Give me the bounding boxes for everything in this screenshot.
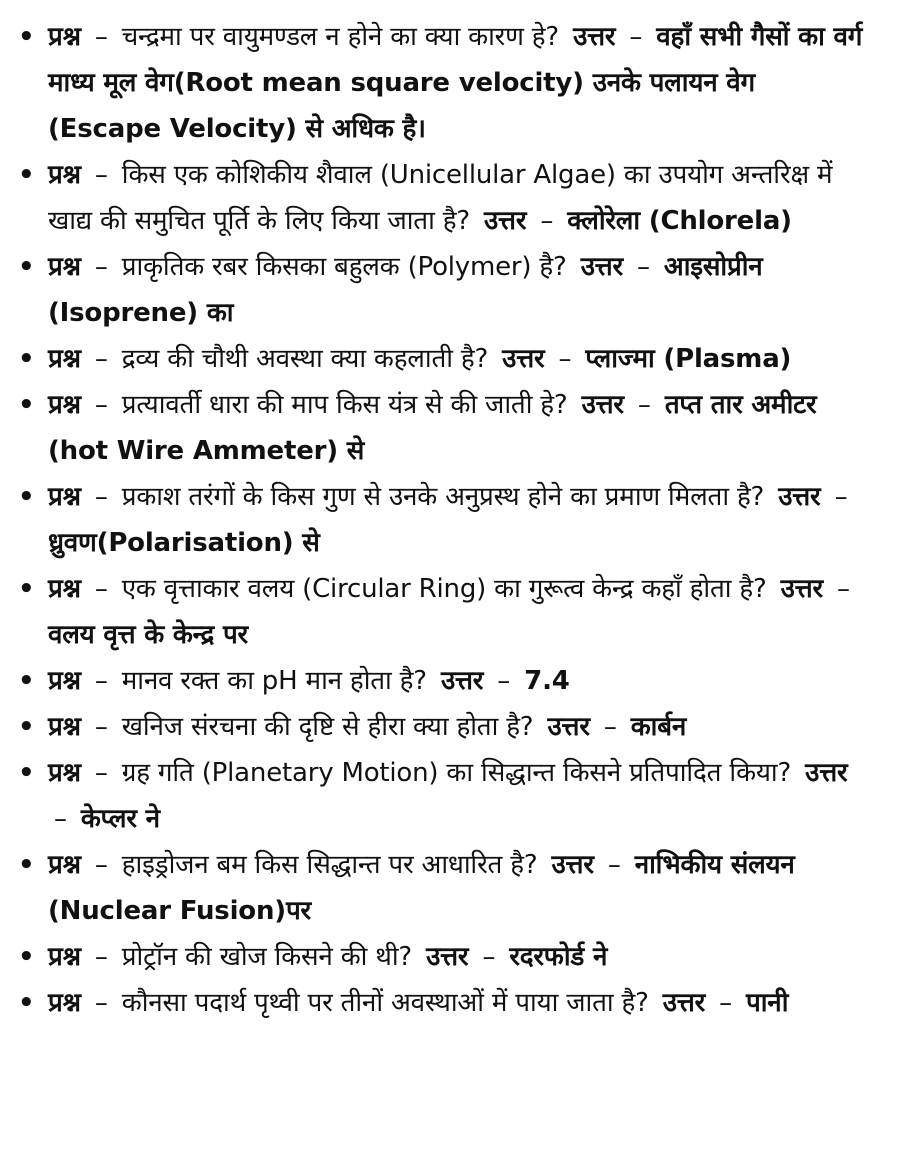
answer-label: उत्तर xyxy=(581,390,624,420)
question-dash: – xyxy=(94,758,108,788)
question-label: प्रश्न xyxy=(48,942,81,972)
question-text: प्रत्यावर्ती धारा की माप किस यंत्र से की जाती हे? xyxy=(121,390,568,420)
question-label: प्रश्न xyxy=(48,758,81,788)
answer-text: तप्त तार अमीटर (hot Wire Ammeter) से xyxy=(48,390,817,466)
answer-text: प्लाज्मा (Plasma) xyxy=(585,344,792,374)
question-dash: – xyxy=(94,482,108,512)
question-text: ग्रह गति (Planetary Motion) का सिद्धान्त किसने प्रतिपादित किया? xyxy=(121,758,792,788)
question-label: प्रश्न xyxy=(48,160,81,190)
bullet: • xyxy=(18,252,35,282)
question-label: प्रश्न xyxy=(48,850,81,880)
answer-text: ध्रुवण(Polarisation) से xyxy=(48,528,320,558)
answer-label: उत्तर xyxy=(484,206,527,236)
answer-label: उत्तर xyxy=(780,574,823,604)
question-dash: – xyxy=(94,252,108,282)
question-dash: – xyxy=(94,574,108,604)
answer-text: 7.4 xyxy=(524,666,570,696)
qa-item xyxy=(18,14,874,152)
answer-label: उत्तर xyxy=(778,482,821,512)
bullet: • xyxy=(18,390,35,420)
qa-item xyxy=(18,382,874,474)
answer-dash: – xyxy=(54,804,67,834)
question-label: प्रश्न xyxy=(48,22,81,52)
answer-dash: – xyxy=(607,850,621,880)
answer-dash: – xyxy=(629,22,643,52)
question-text: किस एक कोशिकीय शैवाल (Unicellular Algae) का उपयोग अन्तरिक्ष में खाद्य की समुचित पूर्ति के लिए किया जाता है? xyxy=(48,160,833,236)
answer-text: केप्लर ने xyxy=(80,804,160,834)
qa-item xyxy=(18,152,874,244)
answer-label: उत्तर xyxy=(440,666,484,696)
answer-dash: – xyxy=(834,482,848,512)
question-label: प्रश्न xyxy=(48,390,81,420)
answer-label: उत्तर xyxy=(580,252,623,282)
question-label: प्रश्न xyxy=(48,482,81,512)
question-text: कौनसा पदार्थ पृथ्वी पर तीनों अवस्थाओं में पाया जाता है? xyxy=(121,988,649,1018)
answer-text: क्लोरेला (Chlorela) xyxy=(567,206,792,236)
question-text: चन्द्रमा पर वायुमण्डल न होने का क्या कारण हे? xyxy=(121,22,559,52)
answer-text: कार्बन xyxy=(630,712,687,742)
qa-item xyxy=(18,566,874,658)
answer-label: उत्तर xyxy=(551,850,594,880)
question-label: प्रश्न xyxy=(48,574,81,604)
bullet: • xyxy=(18,988,35,1018)
question-label: प्रश्न xyxy=(48,344,81,374)
question-label: प्रश्न xyxy=(48,712,81,742)
question-text: प्रकाश तरंगों के किस गुण से उनके अनुप्रस्थ होने का प्रमाण मिलता है? xyxy=(121,482,765,512)
qa-item xyxy=(18,842,874,934)
answer-label: उत्तर xyxy=(502,344,545,374)
question-label: प्रश्न xyxy=(48,666,81,696)
qa-item xyxy=(18,704,874,750)
answer-dash: – xyxy=(482,942,496,972)
bullet: • xyxy=(18,574,35,604)
bullet: • xyxy=(18,712,35,742)
question-dash: – xyxy=(94,712,108,742)
answer-dash: – xyxy=(540,206,554,236)
question-dash: – xyxy=(94,390,108,420)
answer-text: आइसोप्रीन (Isoprene) का xyxy=(48,252,763,328)
answer-dash: – xyxy=(719,988,732,1018)
answer-dash: – xyxy=(637,390,651,420)
bullet: • xyxy=(18,758,35,788)
question-text: द्रव्य की चौथी अवस्था क्या कहलाती है? xyxy=(121,344,489,374)
answer-dash: – xyxy=(603,712,617,742)
answer-label: उत्तर xyxy=(547,712,590,742)
answer-text: पानी xyxy=(746,988,789,1018)
answer-text: नाभिकीय संलयन (Nuclear Fusion)पर xyxy=(48,850,795,926)
bullet: • xyxy=(18,942,35,972)
question-dash: – xyxy=(94,666,108,696)
answer-dash: – xyxy=(497,666,511,696)
answer-label: उत्तर xyxy=(573,22,616,52)
answer-dash: – xyxy=(558,344,572,374)
bullet: • xyxy=(18,482,35,512)
qa-item xyxy=(18,750,874,842)
question-dash: – xyxy=(94,988,108,1018)
answer-label: उत्तर xyxy=(805,758,848,788)
answer-label: उत्तर xyxy=(662,988,706,1018)
question-text: खनिज संरचना की दृष्टि से हीरा क्या होता है? xyxy=(121,712,534,742)
bullet: • xyxy=(18,850,35,880)
question-text: मानव रक्त का pH मान होता है? xyxy=(121,666,427,696)
bullet: • xyxy=(18,22,35,52)
question-text: प्रोट्रॉन की खोज किसने की थी? xyxy=(121,942,413,972)
answer-dash: – xyxy=(637,252,650,282)
question-dash: – xyxy=(94,344,108,374)
answer-text: वहाँ सभी गैसों का वर्ग माध्य मूल वेग(Root mean square velocity) उनके पलायन वेग (Escape Velocity) से अधिक है। xyxy=(48,22,863,144)
question-dash: – xyxy=(94,160,108,190)
answer-text: वलय वृत्त के केन्द्र पर xyxy=(48,620,248,650)
question-label: प्रश्न xyxy=(48,252,81,282)
qa-item xyxy=(18,980,874,1026)
question-label: प्रश्न xyxy=(48,988,81,1018)
question-text: एक वृत्ताकार वलय (Circular Ring) का गुरूत्व केन्द्र कहाँ होता है? xyxy=(121,574,767,604)
answer-label: उत्तर xyxy=(426,942,469,972)
bullet: • xyxy=(18,344,35,374)
qa-item xyxy=(18,658,874,704)
question-text: हाइड्रोजन बम किस सिद्धान्त पर आधारित है? xyxy=(121,850,538,880)
qa-item xyxy=(18,934,874,980)
qa-item xyxy=(18,474,874,566)
bullet: • xyxy=(18,666,35,696)
question-dash: – xyxy=(94,850,108,880)
question-dash: – xyxy=(94,22,108,52)
question-dash: – xyxy=(94,942,108,972)
answer-dash: – xyxy=(836,574,850,604)
answer-text: रदरफोर्ड ने xyxy=(509,942,608,972)
qa-item xyxy=(18,336,874,382)
bullet: • xyxy=(18,160,35,190)
qa-item xyxy=(18,244,874,336)
question-text: प्राकृतिक रबर किसका बहुलक (Polymer) है? xyxy=(121,252,567,282)
